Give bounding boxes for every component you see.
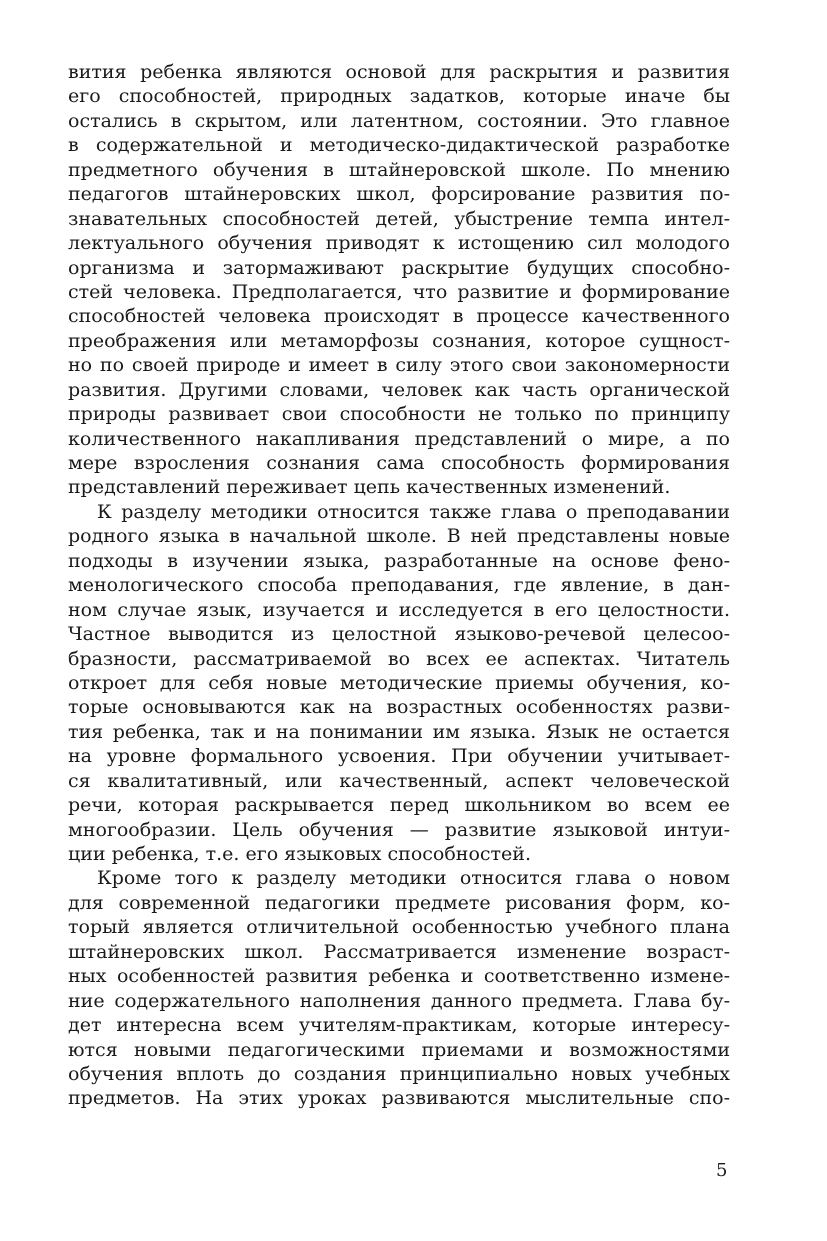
text-line: в содержательной и методическо-дидактической разработке	[68, 134, 730, 157]
text-line: ние содержательного наполнения данного предмета. Глава бу-	[68, 989, 730, 1012]
text-line: знавательных способностей детей, убыстрение темпа интел-	[68, 207, 730, 230]
text-line: предметов. На этих уроках развиваются мыслительные спо-	[68, 1087, 730, 1110]
text-line: торые основываются как на возрастных особенностях разви-	[68, 696, 730, 719]
text-line: стей человека. Предполагается, что развитие и формирование	[68, 280, 730, 303]
text-line: речи, которая раскрывается перед школьником во всем ее	[68, 794, 730, 817]
text-line: ются новыми педагогическими приемами и возможностями	[68, 1038, 730, 1061]
text-line: ных особенностей развития ребенка и соответственно измене-	[68, 965, 730, 988]
text-line: бразности, рассматриваемой во всех ее аспектах. Читатель	[68, 647, 730, 670]
text-line: мере взросления сознания сама способность формирования	[68, 452, 730, 474]
text-line: ции ребенка, т.е. его языковых способностей.	[68, 843, 531, 865]
text-line: тия ребенка, так и на понимании им языка. Язык не остается	[68, 720, 730, 743]
text-line: лектуального обучения приводят к истощению сил молодого	[68, 232, 730, 255]
text-line: многообразии. Цель обучения — развитие языковой интуи-	[68, 818, 730, 841]
text-line: ном случае язык, изучается и исследуется в его целостности.	[68, 598, 730, 621]
paragraph	[68, 866, 730, 1110]
text-line: штайнеровских школ. Рассматривается изменение возраст-	[68, 940, 730, 963]
text-line: его способностей, природных задатков, которые иначе бы	[68, 85, 730, 108]
text-line: но по своей природе и имеет в силу этого свои закономерности	[68, 354, 730, 377]
text-line: организма и затормаживают раскрытие будущих способно-	[68, 256, 730, 279]
text-line: преображения или метаморфозы сознания, которое сущност-	[68, 329, 730, 352]
text-line: способностей человека происходят в процессе качественного	[68, 305, 730, 328]
text-line: представлений переживает цепь качественных изменений.	[68, 476, 671, 499]
text-line: Кроме того к разделу методики относится глава о новом	[97, 867, 730, 890]
text-line: дет интересна всем учителям-практикам, которые интересу-	[68, 1014, 730, 1037]
text-line: Частное выводится из целостной языково-речевой целесоо-	[68, 623, 730, 646]
text-line: подходы в изучении языка, разработанные на основе фено-	[68, 549, 730, 572]
text-line: количественного накапливания представлений о мире, а по	[68, 427, 730, 450]
text-line: родного языка в начальной школе. В ней представлены новые	[68, 525, 730, 548]
text-line: менологического способа преподавания, где явление, в дан-	[68, 574, 730, 597]
paragraph	[68, 60, 730, 500]
text-line: торый является отличительной особенностью учебного плана	[68, 916, 730, 939]
text-line: развития. Другими словами, человек как часть органической	[68, 378, 730, 401]
text-line: на уровне формального усвоения. При обучении учитывает-	[68, 745, 730, 768]
page-number: 5	[716, 1160, 728, 1181]
text-line: природы развивает свои способности не только по принципу	[68, 403, 730, 426]
text-line: педагогов штайнеровских школ, форсирование развития по-	[68, 183, 730, 206]
paragraph	[68, 500, 730, 867]
text-line: обучения вплоть до создания принципиально новых учебных	[68, 1062, 730, 1085]
body-text	[68, 60, 730, 1111]
text-line: остались в скрытом, или латентном, состоянии. Это главное	[68, 109, 730, 132]
text-line: предметного обучения в штайнеровской школе. По мнению	[68, 158, 730, 181]
text-line: ся квалитативный, или качественный, аспект человеческой	[68, 769, 730, 792]
text-line: для современной педагогики предмете рисования форм, ко-	[68, 891, 730, 914]
text-line: К разделу методики относится также глава о преподавании	[97, 500, 730, 523]
text-line: вития ребенка являются основой для раскрытия и развития	[68, 61, 730, 83]
text-line: откроет для себя новые методические приемы обучения, ко-	[68, 671, 730, 694]
